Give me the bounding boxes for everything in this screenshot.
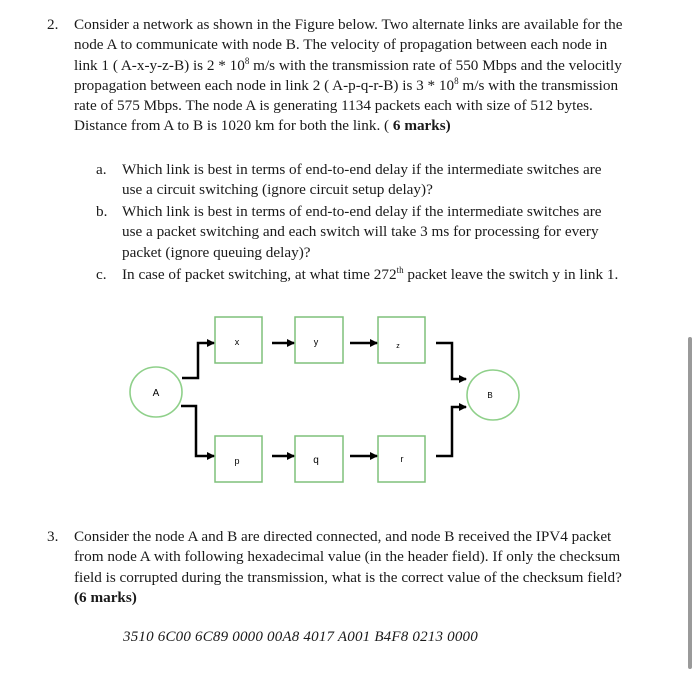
q3-line-4-marks: (6 marks) — [74, 588, 137, 606]
q2-line-4: propagation between each node in link 2 ( A-p-q-r-B) is $3 * 10^8$ m/s with the transmission — [74, 75, 619, 94]
switch-z-box — [378, 317, 425, 363]
switch-q-box — [295, 436, 343, 482]
sub-question-label: b. — [96, 203, 108, 220]
node-a-label: A — [152, 388, 160, 399]
sub-question-label: a. — [96, 161, 107, 178]
switch-r-label: r — [400, 454, 404, 464]
hex-header-value: 3510 6C00 6C89 0000 00A8 4017 A001 B4F8 0213 0000 — [123, 629, 478, 645]
q2-line-3: link 1 ( A-x-y-z-B) is $2 * 10^8$ m/s with the transmission rate of 550 Mbps and the velocitly — [74, 55, 622, 74]
switch-q-label: q — [313, 455, 319, 466]
node-b-circle — [467, 370, 519, 420]
q2-line-2: node A to communicate with node B. The velocity of propagation between each node in — [74, 36, 608, 54]
q2-line-5: rate of 575 Mbps. The node A is generating 1134 packets each with size of 512 bytes. — [74, 97, 593, 115]
q3-line-3: field is corrupted during the transmission, what is the correct value of the checksum field? — [74, 568, 622, 586]
switch-x-label: x — [234, 337, 240, 347]
question-3-text — [74, 527, 678, 608]
link1-a-to-x-arrow — [182, 343, 214, 378]
switch-p-label: p — [234, 456, 240, 466]
question-2-number: 2. — [47, 16, 59, 33]
q2-line-6: Distance from A to B is 1020 km for both the link. ( 6 marks) — [74, 117, 451, 135]
q3-line-2: from node A with following hexadecimal value (in the header field). If only the checksum — [74, 548, 621, 566]
link2-a-to-p-arrow — [181, 406, 214, 456]
link1-z-to-b-arrow — [436, 343, 466, 379]
link2-r-to-b-arrow — [436, 407, 466, 456]
switch-z-label: z — [396, 343, 400, 350]
q3-line-1: Consider the node A and B are directed connected, and node B received the IPV4 packet — [74, 528, 612, 545]
switch-y-box — [295, 317, 343, 363]
q2-line-1: Consider a network as shown in the Figure below. Two alternate links are available for the — [74, 16, 623, 33]
switch-y-label: y — [313, 337, 319, 347]
vertical-scrollbar[interactable] — [688, 337, 692, 669]
node-b-label: B — [487, 391, 493, 400]
question-3-number: 3. — [47, 528, 59, 545]
sub-question-label: c. — [96, 266, 107, 283]
